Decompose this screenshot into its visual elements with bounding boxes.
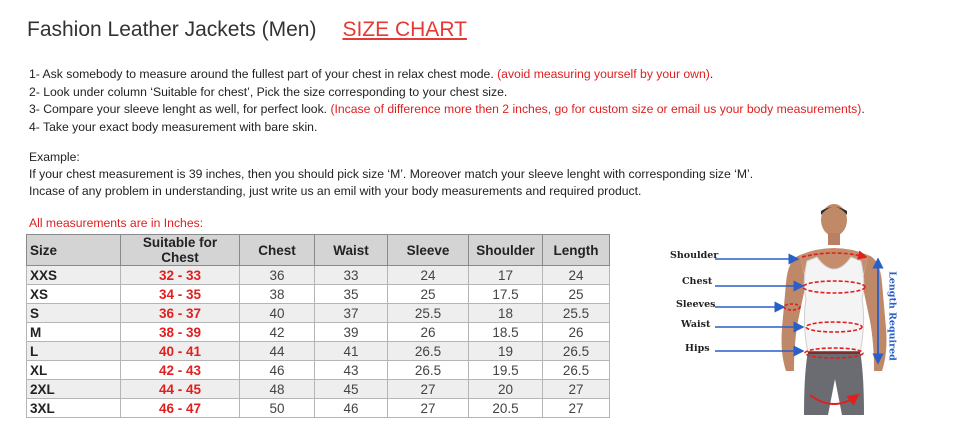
sleeve-cell: 27 (388, 399, 469, 418)
suitable-chest-cell: 38 - 39 (121, 323, 240, 342)
length-cell: 26 (543, 323, 610, 342)
size-cell: 2XL (27, 380, 121, 399)
table-header-row (27, 235, 610, 266)
sleeve-cell: 25 (388, 285, 469, 304)
column-header-shoulder: Shoulder (469, 235, 543, 266)
instruction-tail: . (709, 67, 714, 81)
length-cell: 24 (543, 266, 610, 285)
length-required-text: Length Required (886, 271, 898, 361)
instructions-list (29, 66, 865, 136)
chest-cell: 36 (240, 266, 315, 285)
measurements-note: All measurements are in Inches: (29, 216, 204, 230)
column-header-size: Size (27, 235, 121, 266)
waist-cell: 43 (315, 361, 388, 380)
suitable-chest-cell: 34 - 35 (121, 285, 240, 304)
instruction-item (29, 119, 865, 137)
chest-cell: 44 (240, 342, 315, 361)
table-row (27, 361, 610, 380)
chest-cell: 42 (240, 323, 315, 342)
length-cell: 26.5 (543, 361, 610, 380)
size-cell: XXS (27, 266, 121, 285)
sleeves-label: Sleeves (676, 299, 716, 310)
waist-cell: 33 (315, 266, 388, 285)
instruction-tail: . (861, 102, 865, 116)
table-row (27, 266, 610, 285)
length-cell: 27 (543, 399, 610, 418)
table-row (27, 285, 610, 304)
waist-cell: 35 (315, 285, 388, 304)
shoulder-cell: 18.5 (469, 323, 543, 342)
sleeve-cell: 26 (388, 323, 469, 342)
length-cell: 25.5 (543, 304, 610, 323)
waist-cell: 39 (315, 323, 388, 342)
model-silhouette (782, 204, 887, 415)
size-cell: XS (27, 285, 121, 304)
example-line: Incase of any problem in understanding, just write us an emil with your body measurements and required product. (29, 184, 642, 198)
chest-cell: 50 (240, 399, 315, 418)
shoulder-cell: 19 (469, 342, 543, 361)
table-row (27, 342, 610, 361)
waist-label: Waist (681, 319, 711, 330)
instruction-text: 1- Ask somebody to measure around the fullest part of your chest in relax chest mode. (29, 67, 498, 81)
instruction-item (29, 84, 865, 102)
instruction-text: 2- Look under column ‘Suitable for chest’, Pick the size corresponding to your chest size. (29, 84, 508, 99)
suitable-chest-cell: 44 - 45 (121, 380, 240, 399)
size-cell: XL (27, 361, 121, 380)
chest-cell: 46 (240, 361, 315, 380)
waist-cell: 37 (315, 304, 388, 323)
sleeve-cell: 25.5 (388, 304, 469, 323)
waist-cell: 46 (315, 399, 388, 418)
length-cell: 27 (543, 380, 610, 399)
shoulder-cell: 19.5 (469, 361, 543, 380)
column-header-length: Length (543, 235, 610, 266)
suitable-chest-cell: 46 - 47 (121, 399, 240, 418)
instruction-item (29, 101, 865, 119)
example-heading: Example: (29, 150, 80, 164)
instruction-note: (Incase of difference more then 2 inches, go for custom size or email us your body measurements) (330, 102, 862, 116)
shoulder-cell: 20 (469, 380, 543, 399)
suitable-chest-cell: 40 - 41 (121, 342, 240, 361)
shoulder-cell: 17 (469, 266, 543, 285)
example-line: If your chest measurement is 39 inches, then you should pick size ‘M’. Moreover match your sleeve lenght with corresponding size ‘M’. (29, 167, 754, 181)
hips-label: Hips (685, 343, 710, 354)
column-header-waist: Waist (315, 235, 388, 266)
chest-cell: 48 (240, 380, 315, 399)
suitable-chest-cell: 42 - 43 (121, 361, 240, 380)
suitable-chest-cell: 32 - 33 (121, 266, 240, 285)
instruction-note: (avoid measuring yourself by your own) (497, 67, 710, 81)
size-cell: S (27, 304, 121, 323)
waist-cell: 41 (315, 342, 388, 361)
length-cell: 25 (543, 285, 610, 304)
size-chart-heading: SIZE CHART (342, 18, 467, 41)
size-table (26, 234, 610, 418)
size-cell: 3XL (27, 399, 121, 418)
table-row (27, 380, 610, 399)
page-title: Fashion Leather Jackets (Men) (27, 18, 317, 41)
sleeve-cell: 26.5 (388, 361, 469, 380)
length-required-label (884, 261, 900, 371)
chest-label: Chest (682, 276, 713, 287)
shoulder-cell: 18 (469, 304, 543, 323)
chest-cell: 40 (240, 304, 315, 323)
shoulder-cell: 17.5 (469, 285, 543, 304)
length-cell: 26.5 (543, 342, 610, 361)
table-row (27, 399, 610, 418)
header (27, 18, 467, 48)
suitable-chest-cell: 36 - 37 (121, 304, 240, 323)
sleeve-cell: 24 (388, 266, 469, 285)
shoulder-cell: 20.5 (469, 399, 543, 418)
size-cell: M (27, 323, 121, 342)
instruction-text: 3- Compare your sleeve lenght as well, for perfect look. (29, 102, 331, 116)
instruction-item (29, 66, 865, 84)
column-header-sleeve: Sleeve (388, 235, 469, 266)
size-cell: L (27, 342, 121, 361)
waist-cell: 45 (315, 380, 388, 399)
table-row (27, 304, 610, 323)
instruction-text: 4- Take your exact body measurement with bare skin. (29, 119, 318, 134)
chest-cell: 38 (240, 285, 315, 304)
measurement-figure (660, 203, 920, 415)
sleeve-cell: 27 (388, 380, 469, 399)
sleeve-cell: 26.5 (388, 342, 469, 361)
column-header-chest: Chest (240, 235, 315, 266)
column-header-suitable-chest: Suitable for Chest (121, 235, 240, 266)
table-row (27, 323, 610, 342)
example-section (29, 149, 753, 200)
shoulder-label: Shoulder (670, 250, 719, 261)
